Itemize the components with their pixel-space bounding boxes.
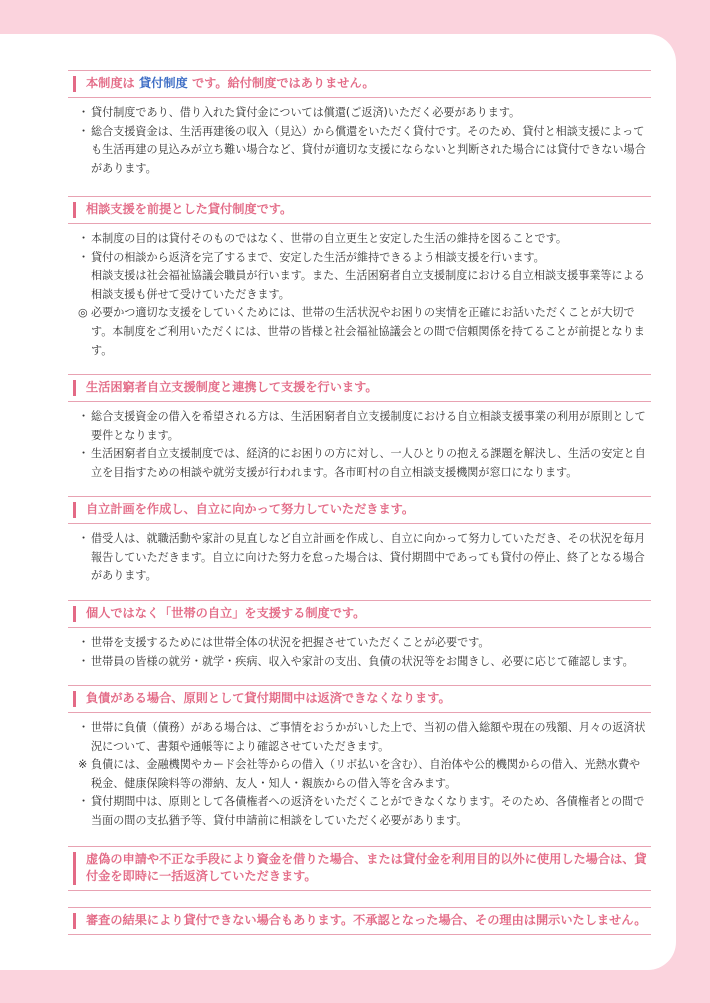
heading-text-pre: 本制度は xyxy=(86,76,135,90)
heading-bar xyxy=(73,202,76,218)
heading-text: 相談支援を前提とした貸付制度です。 xyxy=(86,202,293,216)
list-item: ・ 世帯に負債（債務）がある場合は、ご事情をおうかがいした上で、当初の借入総額や現在の残額、月々の返済状況について、書類や通帳等により確認させていただきます。 xyxy=(78,721,646,753)
heading-text: 虚偽の申請や不正な手段により資金を借りた場合、または貸付金を利用目的以外に使用した場合は、貸付金を即時に一括返済していただきます。 xyxy=(86,852,647,883)
section-heading xyxy=(68,907,651,935)
section-heading xyxy=(68,374,651,402)
section-heading xyxy=(68,496,651,524)
section-heading xyxy=(68,846,651,891)
heading-bar xyxy=(73,691,76,707)
section-consultation-support xyxy=(68,196,651,360)
section-heading xyxy=(68,70,651,98)
heading-bar xyxy=(73,380,76,396)
list-item: ・ 貸付の相談から返済を完了するまで、安定した生活が維持できるよう相談支援を行います。 xyxy=(78,250,545,264)
list-item: ・ 貸付期間中は、原則として各債権者への返済をいただくことができなくなります。そのため、各債権者との間で当面の間の支払猶予等、貸付申請前に相談をしていただく必要があります。 xyxy=(78,795,645,827)
section-false-application xyxy=(68,846,651,891)
section-household-support xyxy=(68,600,651,671)
list-item: ・ 総合支援資金の借入を希望される方は、生活困窮者自立支援制度における自立相談支援事業の利用が原則として要件となります。 xyxy=(78,410,646,442)
list-item: ・ 世帯を支援するためには世帯全体の状況を把握させていただくことが必要です。 xyxy=(78,636,490,649)
heading-text: 生活困窮者自立支援制度と連携して支援を行います。 xyxy=(86,380,378,394)
heading-bar xyxy=(73,606,76,622)
section-heading xyxy=(68,685,651,713)
list-item: ◎ 必要かつ適切な支援をしていくためには、世帯の生活状況やお困りの実情を正確にお話いただくことが大切です。本制度をご利用いただくには、世帯の皆様と社会福祉協議会との間で信頼関係を持てることが前提となります。 xyxy=(78,306,645,357)
heading-text: 負債がある場合、原則として貸付期間中は返済できなくなります。 xyxy=(86,691,451,705)
section-independence-plan xyxy=(68,496,651,586)
list-item: ・ 総合支援資金は、生活再建後の収入（見込）から償還をいただく貸付です。そのため、貸付と相談支援によっても生活再建の見込みが立ち難い場合など、貸付が適切な支援にならないと判断された場合には貸付できない場合があります。 xyxy=(78,124,646,175)
heading-bar xyxy=(73,502,76,518)
heading-text-highlight: 貸付制度 xyxy=(139,76,188,90)
heading-bar xyxy=(73,913,76,929)
list-item: ※ 負債には、金融機関やカード会社等からの借入（リボ払いを含む）、自治体や公的機関からの借入、光熱水費や税金、健康保険料等の滞納、友人・知人・親族からの借入等を含みます。 xyxy=(78,758,641,790)
heading-text: 自立計画を作成し、自立に向かって努力していただきます。 xyxy=(86,502,415,516)
heading-bar xyxy=(73,76,76,92)
section-debt xyxy=(68,685,651,831)
heading-text-post: です。給付制度ではありません。 xyxy=(192,76,375,90)
list-item-continuation: 相談支援は社会福祉協議会職員が行います。また、生活困窮者自立支援制度における自立相談支援事業等による相談支援も併せて受けていただきます。 xyxy=(91,269,645,301)
list-item: ・ 貸付制度であり、借り入れた貸付金については償還(ご返済)いただく必要があります。 xyxy=(78,106,521,119)
section-review-result xyxy=(68,907,651,935)
list-item: ・ 本制度の目的は貸付そのものではなく、世帯の自立更生と安定した生活の維持を図ることです。 xyxy=(78,232,567,245)
heading-text: 審査の結果により貸付できない場合もあります。不承認となった場合、その理由は開示いたしません。 xyxy=(86,913,647,927)
heading-bar xyxy=(73,852,76,885)
section-loan-system xyxy=(68,70,651,178)
heading-text: 個人ではなく「世帯の自立」を支援する制度です。 xyxy=(86,606,366,620)
list-item: ・ 世帯員の皆様の就労・就学・疾病、収入や家計の支出、負債の状況等をお聞きし、必要に応じて確認します。 xyxy=(78,654,634,668)
list-item: ・ 生活困窮者自立支援制度では、経済的にお困りの方に対し、一人ひとりの抱える課題を解決し、生活の安定と自立を目指すための相談や就労支援が行われます。各市町村の自立相談支援機関が窓口になります。 xyxy=(78,447,646,479)
list-item: ・ 借受人は、就職活動や家計の見直しなど自立計画を作成し、自立に向かって努力していただき、その状況を毎月報告していただきます。自立に向けた努力を怠った場合は、貸付期間中であっても貸付の停止、終了となる場合があります。 xyxy=(78,532,646,583)
section-heading xyxy=(68,600,651,628)
section-self-reliance-system xyxy=(68,374,651,482)
section-heading xyxy=(68,196,651,224)
